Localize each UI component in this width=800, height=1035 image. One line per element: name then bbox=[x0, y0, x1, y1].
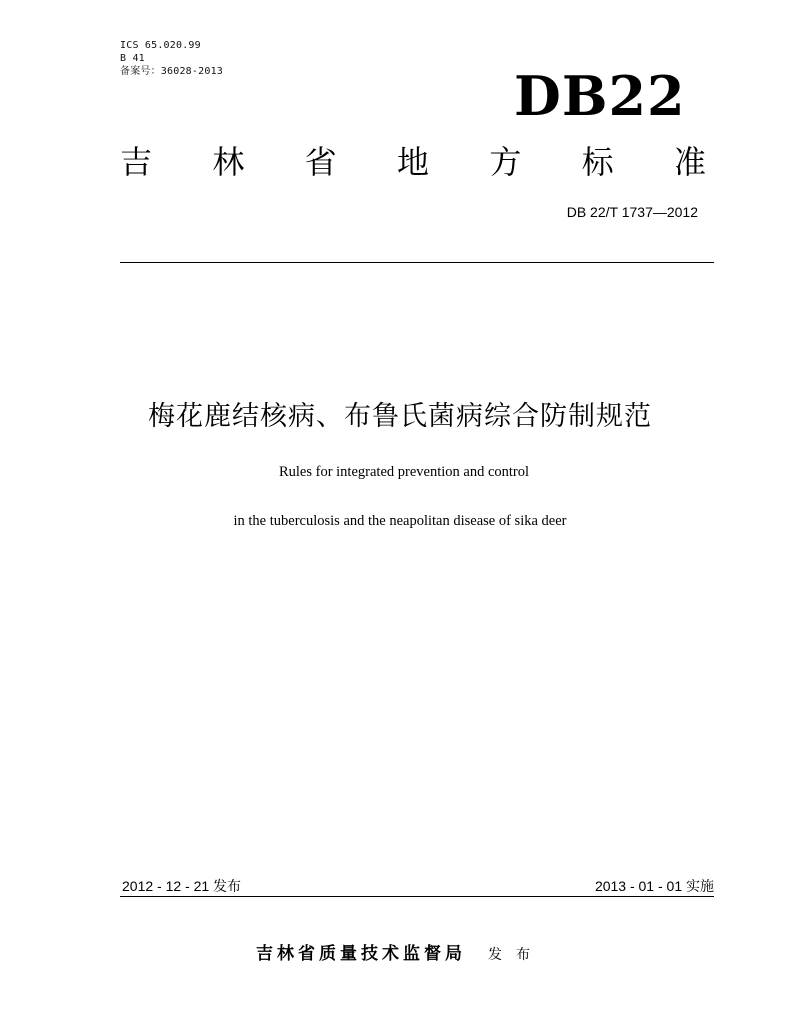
issue-date: 2012 - 12 - 21 发布 bbox=[122, 878, 242, 894]
issuing-authority: 吉林省质量技术监督局 bbox=[256, 944, 466, 964]
implementation-date: 2013 - 01 - 01 实施 bbox=[594, 878, 714, 894]
english-title-line-2: in the tuberculosis and the neapolitan disease of sika deer bbox=[233, 513, 567, 529]
standard-type-char: 地 bbox=[396, 143, 429, 181]
filing-number: 备案号：36028-2013 bbox=[120, 66, 224, 77]
standard-type-heading bbox=[120, 140, 706, 184]
standard-type-char: 方 bbox=[489, 143, 522, 181]
standard-type-char: 省 bbox=[304, 143, 337, 181]
db22-logo: DB22 bbox=[514, 64, 686, 128]
issuer-line bbox=[0, 942, 800, 967]
standard-type-char: 林 bbox=[212, 143, 245, 181]
ics-code: ICS 65.020.99 bbox=[120, 40, 201, 51]
header-divider bbox=[120, 262, 714, 263]
ccs-code: B 41 bbox=[120, 53, 145, 64]
standard-type-char: 标 bbox=[581, 143, 614, 181]
standard-type-char: 准 bbox=[673, 143, 706, 181]
standard-type-char: 吉 bbox=[120, 143, 153, 181]
chinese-title: 梅花鹿结核病、布鲁氏菌病综合防制规范 bbox=[148, 401, 652, 432]
issue-label: 发布 bbox=[488, 947, 544, 963]
dates-row bbox=[120, 876, 714, 897]
standard-number: DB 22/T 1737—2012 bbox=[566, 204, 698, 220]
classification-block bbox=[120, 39, 223, 78]
english-title-line-1: Rules for integrated prevention and control bbox=[278, 464, 530, 480]
